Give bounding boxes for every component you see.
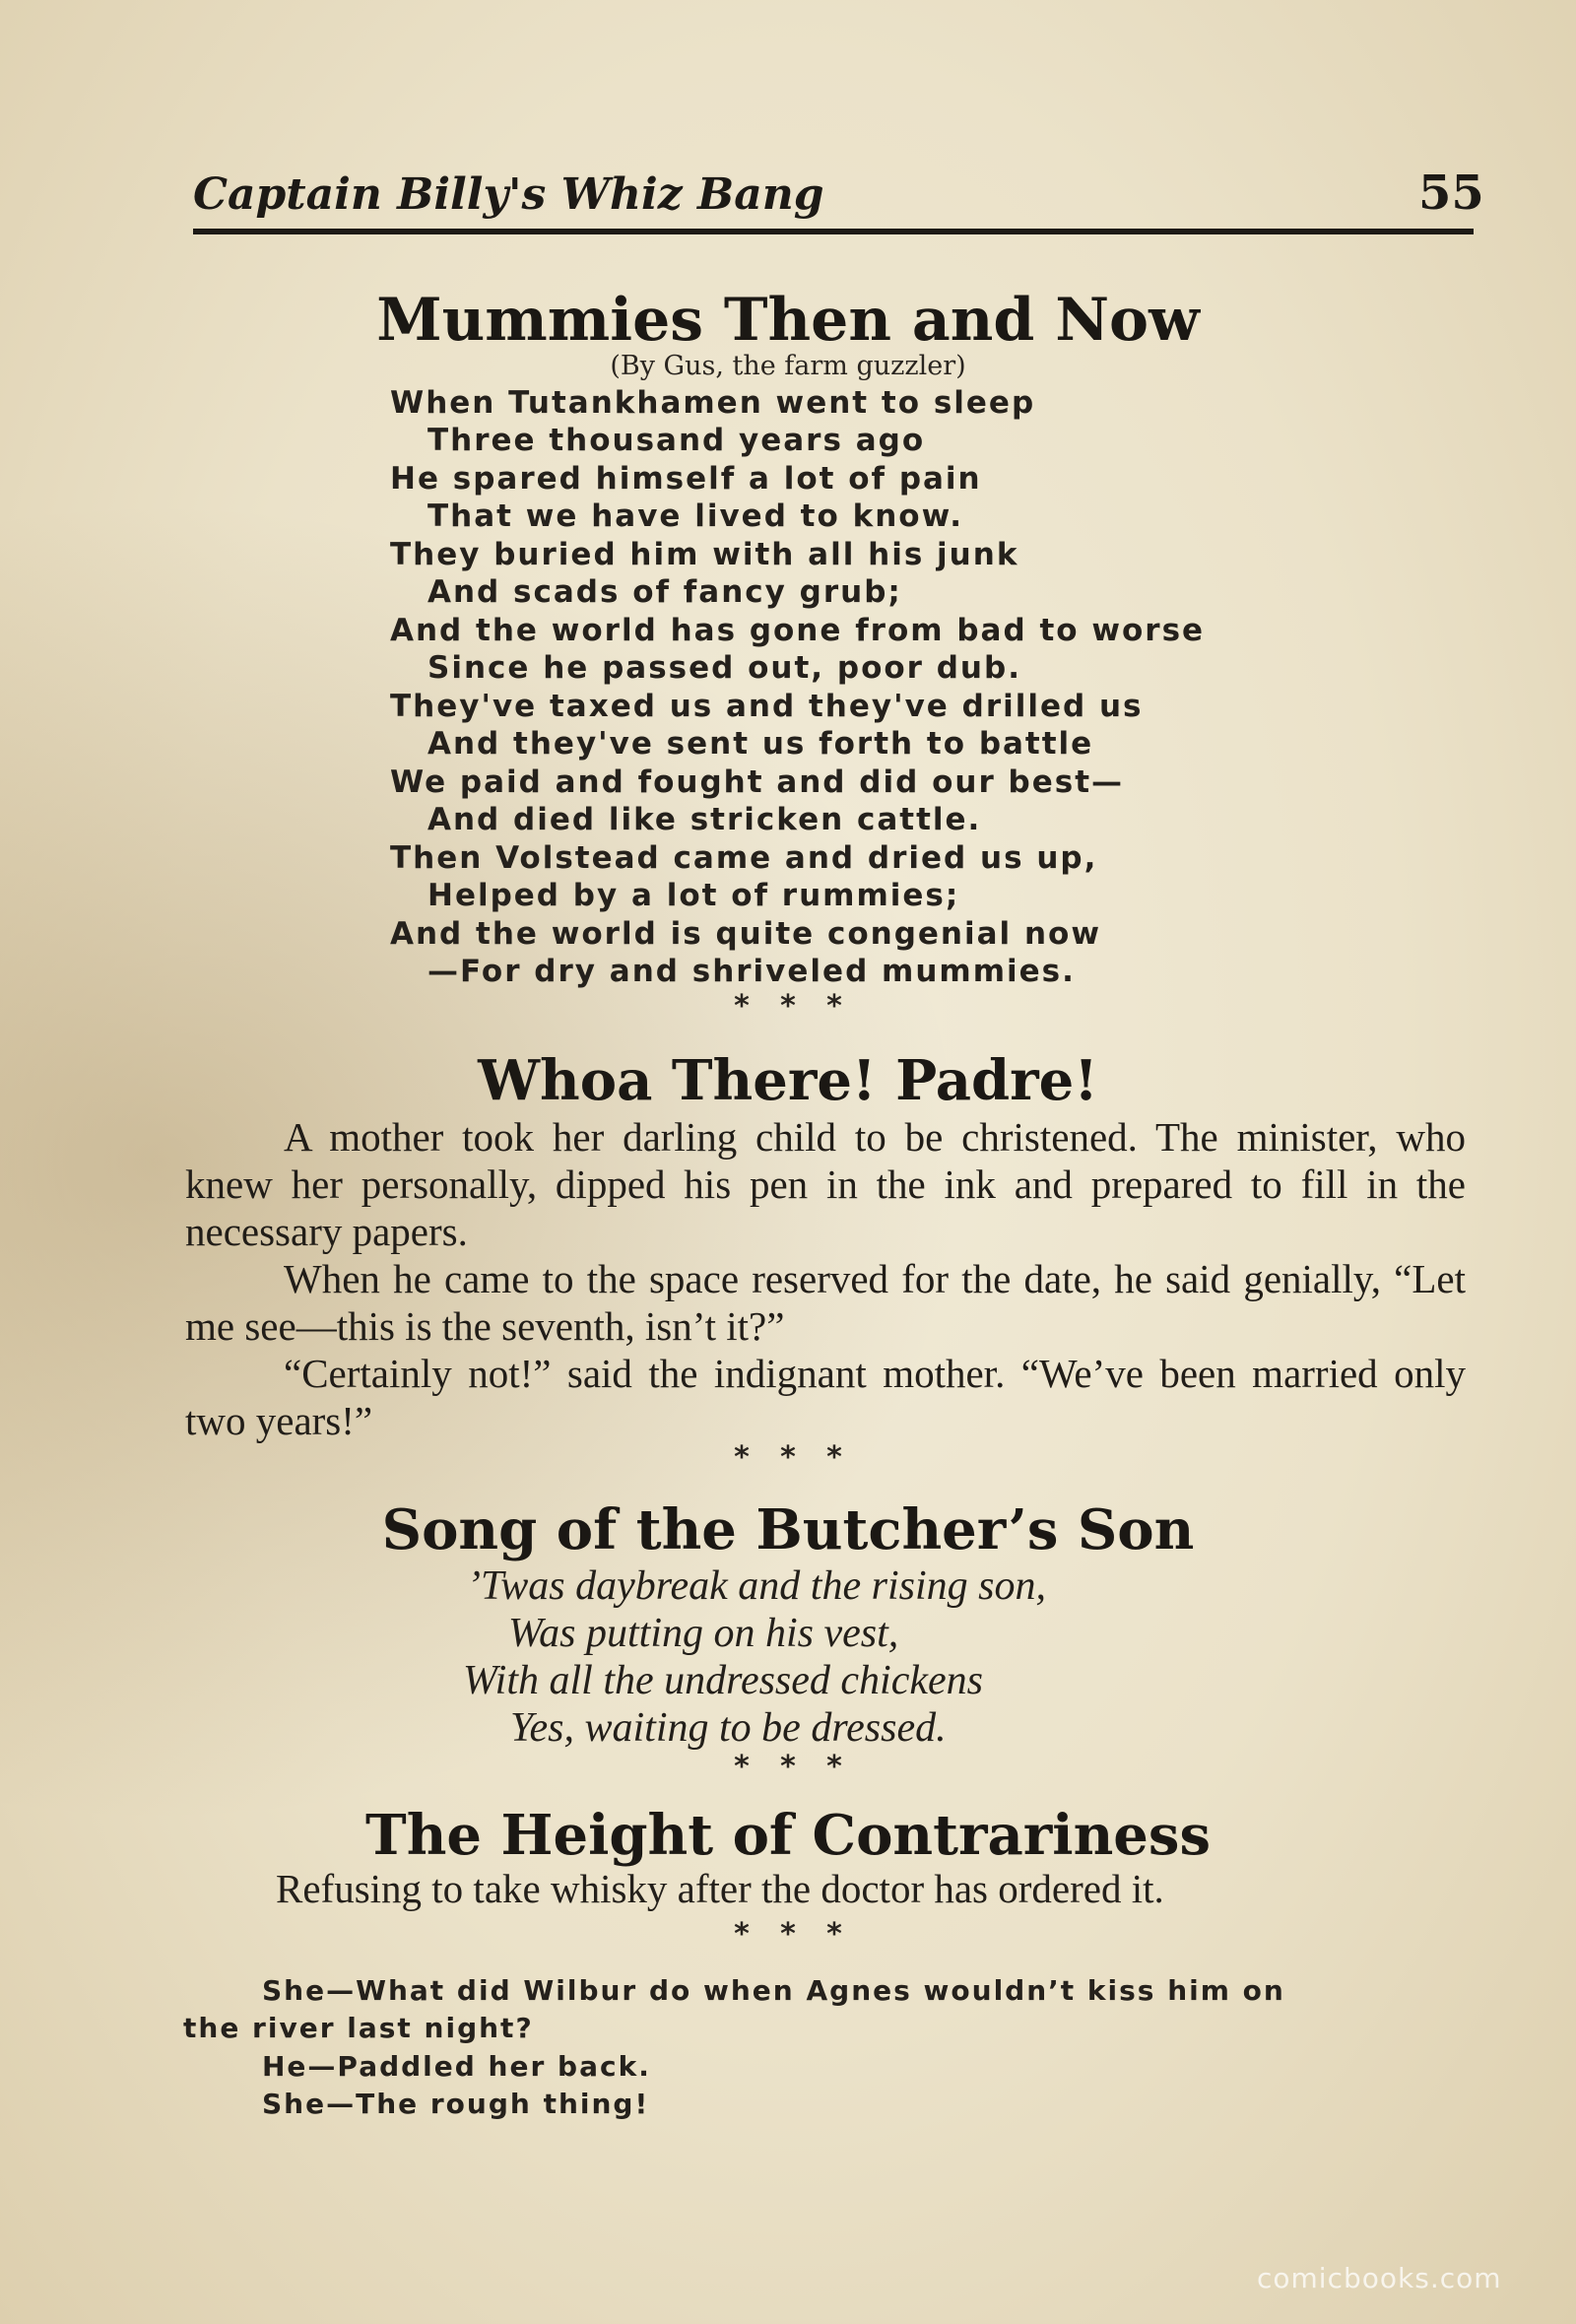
poem-line: We paid and fought and did our best— <box>390 764 1125 800</box>
poem-line: —For dry and shriveled mummies. <box>427 954 1076 989</box>
verse-line: ’Twas daybreak and the rising son, <box>467 1563 1046 1609</box>
butcher-title: Song of the Butcher’s Son <box>381 1497 1195 1562</box>
contrary-text: Refusing to take whisky after the doctor has ordered it. <box>276 1866 1164 1911</box>
story-paragraph: A mother took her darling child to be christened. The minister, who knew her personally, dipped his pen in the ink and prepared to fill in the necessary papers. <box>185 1114 1466 1254</box>
dialogue-line: the river last night? <box>183 2012 534 2044</box>
verse-line: Was putting on his vest, <box>508 1611 899 1656</box>
dialogue-line: She—The rough thing! <box>262 2088 650 2120</box>
watermark: comicbooks.com <box>1257 2262 1502 2294</box>
mummies-byline: (By Gus, the farm guzzler) <box>610 351 966 381</box>
padre-story <box>185 1113 1466 1444</box>
page-number: 55 <box>1418 166 1484 221</box>
poem-line: Helped by a lot of rummies; <box>427 878 960 913</box>
poem-line: Three thousand years ago <box>427 423 926 458</box>
padre-title: Whoa There! Padre! <box>478 1048 1098 1113</box>
section-separator: * * * <box>734 1750 842 1784</box>
poem-line: He spared himself a lot of pain <box>390 461 982 497</box>
section-separator: * * * <box>734 1440 842 1475</box>
poem-line: When Tutankhamen went to sleep <box>390 385 1036 421</box>
header-rule <box>193 229 1474 234</box>
poem-line: Then Volstead came and dried us up, <box>390 840 1098 876</box>
verse-line: Yes, waiting to be dressed. <box>510 1705 947 1751</box>
story-paragraph: When he came to the space reserved for the date, he said genially, “Let me see—this is the seventh, isn’t it?” <box>185 1256 1466 1349</box>
poem-line: And the world is quite congenial now <box>390 916 1101 952</box>
poem-line: And the world has gone from bad to worse <box>390 613 1206 648</box>
section-separator: * * * <box>734 1917 842 1952</box>
poem-line: And scads of fancy grub; <box>427 574 902 610</box>
running-title: Captain Billy's Whiz Bang <box>193 169 824 220</box>
mummies-title: Mummies Then and Now <box>376 286 1200 355</box>
dialogue-line: She—What did Wilbur do when Agnes wouldn’t kiss him on <box>262 1974 1285 2007</box>
poem-line: They buried him with all his junk <box>390 537 1019 572</box>
poem-line: And they've sent us forth to battle <box>427 726 1094 762</box>
story-paragraph: “Certainly not!” said the indignant mother. “We’ve been married only two years!” <box>185 1351 1466 1443</box>
contrary-title: The Height of Contrariness <box>365 1803 1211 1868</box>
dialogue-line: He—Paddled her back. <box>262 2050 651 2083</box>
poem-line: And died like stricken cattle. <box>427 802 982 837</box>
poem-line: That we have lived to know. <box>427 498 964 534</box>
section-separator: * * * <box>734 989 842 1024</box>
poem-line: They've taxed us and they've drilled us <box>390 689 1144 724</box>
verse-line: With all the undressed chickens <box>463 1658 983 1703</box>
poem-line: Since he passed out, poor dub. <box>427 650 1021 686</box>
